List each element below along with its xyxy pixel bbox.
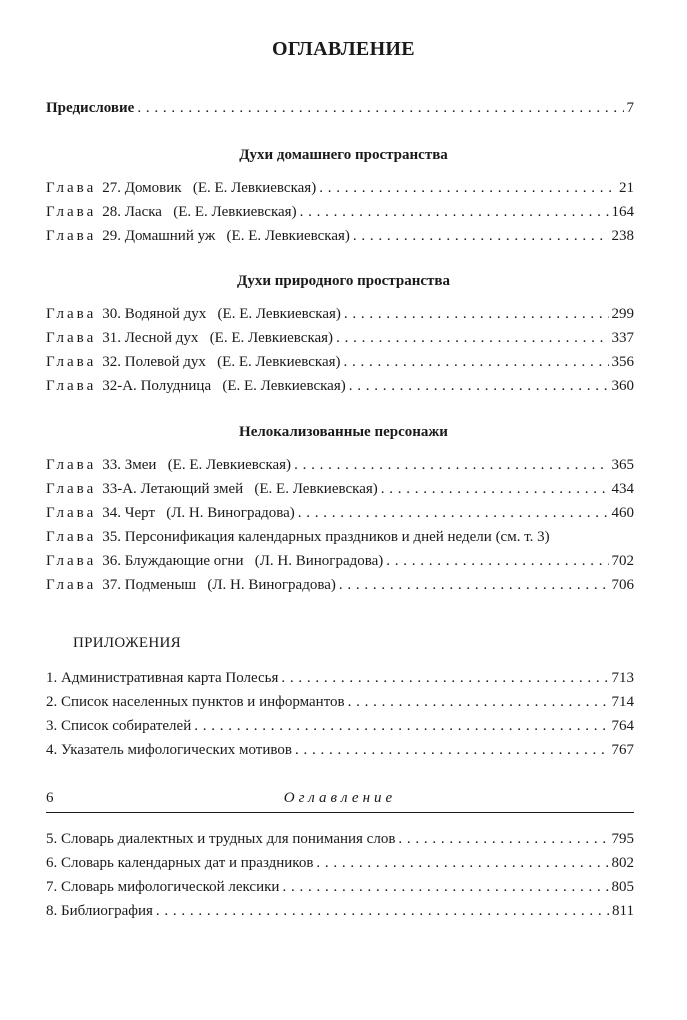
toc-entry-appendix [46,901,634,921]
toc-entry-preface [46,98,634,118]
chapter-number: 33-А. [102,481,137,497]
leader-dots [137,98,623,118]
chapter-page: 702 [611,553,634,569]
leader-dots [316,853,608,873]
leader-dots [282,877,608,897]
running-head-page-number: 6 [46,790,54,806]
appendix-page: 805 [611,879,634,895]
leader-dots [298,503,609,523]
chapter-page: 706 [611,577,634,593]
appendix-page: 802 [611,855,634,871]
section-heading: Духи домашнего пространства [239,147,448,163]
chapter-page: 21 [619,180,634,196]
chapter-number: 31. [102,330,121,346]
toc-entry-chapter [46,455,634,475]
chapter-word: Глава [46,553,97,569]
chapter-title: Ласка [124,204,162,220]
toc-entry-appendix [46,716,634,736]
toc-entry-label: Предисловие [46,100,135,116]
chapter-number: 34. [102,505,121,521]
chapter-number: 35. [102,529,121,545]
toc-entry-chapter [46,328,634,348]
leader-dots [344,304,609,324]
leader-dots [344,352,609,372]
appendix-label: 7. Словарь мифологической лексики [46,879,280,895]
chapter-author: (Е. Е. Левкиевская) [209,330,334,346]
toc-entry-appendix [46,668,634,688]
toc-entry-chapter [46,575,634,595]
leader-dots [281,668,608,688]
chapter-number: 28. [102,204,121,220]
toc-entry-appendix [46,829,634,849]
appendix-label: 8. Библиография [46,903,153,919]
chapter-title: Лесной дух [124,330,199,346]
appendix-page: 811 [612,903,634,919]
appendix-page: 795 [611,831,634,847]
leader-dots [349,376,609,396]
chapter-number: 36. [102,553,121,569]
appendix-label: 3. Список собирателей [46,718,192,734]
toc-entry-chapter [46,226,634,246]
leader-dots [319,178,616,198]
toc-entry-chapter [46,352,634,372]
toc-entry-appendix [46,853,634,873]
toc-entry-appendix [46,692,634,712]
chapter-author: (Е. Е. Левкиевская) [192,180,317,196]
leader-dots [353,226,609,246]
chapter-title: Полевой дух [124,354,206,370]
chapter-word: Глава [46,204,97,220]
chapter-word: Глава [46,529,97,545]
chapter-word: Глава [46,577,97,593]
page-title: ОГЛАВЛЕНИЕ [272,38,415,60]
chapter-author: (Л. Н. Виноградова) [254,553,384,569]
toc-entry-chapter [46,202,634,222]
chapter-number: 27. [102,180,121,196]
chapter-word: Глава [46,457,97,473]
chapter-word: Глава [46,306,97,322]
toc-entry-chapter [46,479,634,499]
chapter-title: Полудница [140,378,212,394]
chapter-number: 32-А. [102,378,137,394]
appendix-heading: ПРИЛОЖЕНИЯ [73,635,181,651]
chapter-title: Блуждающие огни [124,553,244,569]
appendix-label: 1. Административная карта Полесья [46,670,279,686]
chapter-author: (Л. Н. Виноградова) [166,505,295,521]
toc-entry-chapter [46,503,634,523]
chapter-author: (Е. Е. Левкиевская) [254,481,378,497]
chapter-author: (Е. Е. Левкиевская) [167,457,292,473]
chapter-author: (Е. Е. Левкиевская) [226,228,350,244]
chapter-title: Персонификация календарных праздников и дней недели (см. т. 3) [124,529,550,545]
leader-dots [386,551,608,571]
chapter-author: (Л. Н. Виноградова) [207,577,336,593]
chapter-word: Глава [46,481,97,497]
section-heading: Духи природного пространства [237,273,450,289]
chapter-number: 37. [102,577,121,593]
toc-entry-chapter [46,551,634,571]
chapter-page: 299 [611,306,634,322]
appendix-label: 6. Словарь календарных дат и праздников [46,855,314,871]
leader-dots [295,740,609,760]
leader-dots [348,692,609,712]
appendix-page: 714 [611,694,634,710]
chapter-author: (Е. Е. Левкиевская) [222,378,346,394]
running-head [46,790,634,810]
chapter-title: Летающий змей [140,481,244,497]
section-heading: Нелокализованные персонажи [239,424,448,440]
toc-entry-page: 7 [626,100,634,116]
chapter-number: 32. [102,354,121,370]
leader-dots [194,716,608,736]
chapter-page: 365 [611,457,634,473]
leader-dots [300,202,609,222]
leader-dots [294,455,608,475]
appendix-label: 2. Список населенных пунктов и информантов [46,694,345,710]
toc-entry-chapter [46,304,634,324]
chapter-word: Глава [46,330,97,346]
chapter-author: (Е. Е. Левкиевская) [173,204,297,220]
toc-entry-chapter [46,178,634,198]
toc-entry-chapter [46,376,634,396]
chapter-word: Глава [46,228,97,244]
chapter-title: Водяной дух [124,306,207,322]
appendix-page: 764 [611,718,634,734]
chapter-page: 238 [611,228,634,244]
leader-dots [398,829,608,849]
chapter-number: 33. [102,457,121,473]
chapter-page: 164 [611,204,634,220]
chapter-title: Домовик [124,180,182,196]
running-head-title: Оглавление [283,790,397,806]
chapter-title: Змеи [124,457,157,473]
appendix-page: 713 [611,670,634,686]
chapter-word: Глава [46,354,97,370]
toc-entry-appendix [46,877,634,897]
leader-dots [339,575,609,595]
toc-entry-chapter [46,527,634,547]
chapter-word: Глава [46,378,97,394]
chapter-title: Домашний уж [124,228,216,244]
leader-dots [156,901,609,921]
chapter-word: Глава [46,180,97,196]
chapter-page: 356 [611,354,634,370]
toc-entry-appendix [46,740,634,760]
chapter-page: 434 [611,481,634,497]
chapter-page: 460 [611,505,634,521]
appendix-label: 5. Словарь диалектных и трудных для понимания слов [46,831,396,847]
chapter-page: 337 [611,330,634,346]
leader-dots [381,479,609,499]
running-head-rule [46,812,634,813]
appendix-label: 4. Указатель мифологических мотивов [46,742,292,758]
chapter-author: (Е. Е. Левкиевская) [217,354,341,370]
chapter-number: 30. [102,306,121,322]
chapter-page: 360 [611,378,634,394]
chapter-title: Подменыш [124,577,197,593]
chapter-number: 29. [102,228,121,244]
chapter-author: (Е. Е. Левкиевская) [217,306,341,322]
chapter-word: Глава [46,505,97,521]
leader-dots [336,328,608,348]
appendix-page: 767 [611,742,634,758]
chapter-title: Черт [124,505,155,521]
